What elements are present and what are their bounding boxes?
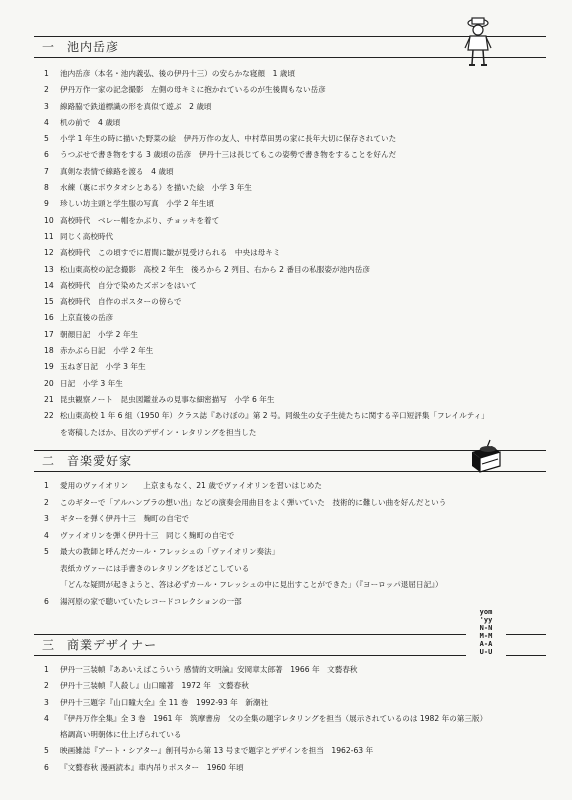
item-text: 『文藝春秋 漫画読本』車内吊りポスター 1960 年頃	[60, 762, 244, 772]
item-number: 2	[44, 85, 49, 95]
item-text: 高校時代 自作のポスターの傍らで	[60, 297, 182, 307]
list-item	[44, 498, 550, 515]
item-number: 15	[44, 297, 54, 307]
item-text: 「どんな疑問が起きようと、答は必ずカール・フレッシュの中に見出すことができた」（『ヨーロッパ退屈日記』）	[60, 580, 443, 589]
list-item	[44, 150, 550, 166]
list-item	[44, 531, 550, 548]
item-text: このギターで「アルハンブラの想い出」などの演奏会用曲目をよく弾いていた 技術的に難しい曲を好んだという	[60, 497, 447, 507]
item-number: 5	[44, 746, 49, 756]
item-text: 松山東高校 1 年 6 組（1950 年）クラス誌『あけぼの』第 2 号。同級生の女子生徒たちに関する辛口短評集「フレイルティ」	[60, 411, 489, 421]
list-item	[44, 698, 550, 714]
item-text: 湯河原の家で聴いていたレコードコレクションの一部	[60, 596, 242, 606]
item-number: 6	[44, 596, 49, 606]
item-text: 昆虫観察ノート 昆虫図鑑並みの見事な細密描写 小学 6 年生	[60, 394, 275, 404]
section-1-number: 一	[42, 40, 56, 54]
item-text: 映画雑誌『アート・シアター』創刊号から第 13 号まで題字とデザインを担当 1962-63 年	[60, 746, 374, 756]
item-number: 13	[44, 264, 54, 274]
item-number: 3	[44, 514, 49, 523]
item-number: 7	[44, 166, 49, 176]
list-item	[44, 395, 550, 411]
item-text: 日記 小学 3 年生	[60, 378, 123, 388]
section-3-number: 三	[42, 638, 56, 652]
list-item	[44, 763, 550, 779]
item-number: 1	[44, 665, 49, 674]
item-number: 9	[44, 199, 49, 209]
list-item	[44, 481, 550, 498]
item-number: 3	[44, 697, 49, 707]
list-item	[44, 746, 550, 762]
item-number: 1	[44, 481, 49, 490]
section-2-number: 二	[42, 454, 56, 468]
lettering-line: yom	[479, 608, 493, 616]
lettering-sample-icon	[466, 608, 506, 656]
list-item-continuation	[44, 730, 550, 746]
gramophone-icon	[468, 438, 502, 474]
item-number: 8	[44, 183, 49, 193]
item-text: 松山東高校の記念撮影 高校 2 年生 後ろから 2 列目、右から 2 番目の私服姿が池内岳彦	[60, 264, 370, 274]
item-text: うつぶせで書き物をする 3 歳頃の岳彦 伊丹十三は長じてもこの姿勢で書き物をすることを好んだ	[60, 150, 397, 160]
list-item	[44, 379, 550, 395]
item-text: を寄稿したほか、目次のデザイン・レタリングを担当した	[60, 427, 257, 437]
item-text: 朝顔日記 小学 2 年生	[60, 329, 139, 339]
section-3-list	[44, 665, 550, 779]
item-text: 最大の教師と呼んだカール・フレッシュの「ヴァイオリン奏法」	[60, 547, 280, 556]
list-item	[44, 514, 550, 531]
list-item	[44, 313, 550, 329]
lettering-line: N-N	[479, 624, 493, 632]
item-number: 19	[44, 362, 54, 372]
item-text: 伊丹万作一家の記念撮影 左側の母キミに抱かれているのが生後間もない岳彦	[60, 85, 326, 95]
section-1-title: 池内岳彦	[67, 40, 120, 54]
list-item	[44, 183, 550, 199]
item-text: 伊丹十三装幀『人殺し』山口瞳著 1972 年 文藝春秋	[60, 681, 249, 691]
list-item	[44, 281, 550, 297]
list-item	[44, 681, 550, 697]
section-2-title: 音楽愛好家	[67, 454, 133, 468]
list-item	[44, 346, 550, 362]
list-item	[44, 232, 550, 248]
item-text: 同じく高校時代	[60, 231, 114, 241]
item-text: 高校時代 この頃すでに眉間に皺が見受けられる 中央は母キミ	[60, 248, 281, 258]
item-number: 2	[44, 497, 49, 507]
item-number: 21	[44, 394, 54, 404]
list-item	[44, 118, 550, 134]
list-item	[44, 167, 550, 183]
lettering-line: M-M	[479, 632, 493, 640]
item-number: 4	[44, 713, 49, 723]
list-item	[44, 85, 550, 101]
list-item	[44, 248, 550, 264]
item-text: 玉ねぎ日記 小学 3 年生	[60, 362, 146, 372]
item-number: 5	[44, 134, 49, 144]
item-text: 伊丹一三装幀『ああいえばこういう 感情的文明論』安岡章太郎著 1966 年 文藝春秋	[60, 665, 358, 674]
item-number: 10	[44, 215, 54, 225]
lettering-line: A-A	[479, 640, 493, 648]
list-item	[44, 134, 550, 150]
item-text: 上京直後の岳彦	[60, 313, 114, 323]
item-text: 真剣な表情で線路を渡る 4 歳頃	[60, 166, 174, 176]
item-number: 4	[44, 530, 49, 540]
item-text: 伊丹十三題字『山口瞳大全』全 11 巻 1992-93 年 新潮社	[60, 697, 269, 707]
section-2-list	[44, 481, 550, 613]
list-item	[44, 216, 550, 232]
section-1-list	[44, 69, 550, 444]
item-text: 線路脇で鉄道標識の形を真似て遊ぶ 2 歳頃	[60, 101, 212, 111]
item-text: ヴァイオリンを弾く伊丹十三 同じく麹町の自宅で	[60, 530, 235, 540]
item-text: 高校時代 ベレー帽をかぶり、チョッキを着て	[60, 215, 220, 225]
item-number: 14	[44, 280, 54, 290]
item-number: 22	[44, 411, 54, 421]
item-text: 高校時代 自分で染めたズボンをはいて	[60, 280, 197, 290]
list-item	[44, 199, 550, 215]
list-item-continuation	[44, 580, 550, 597]
item-text: 池内岳彦（本名・池内義弘、後の伊丹十三）の安らかな寝顔 1 歳頃	[60, 69, 296, 78]
item-number: 1	[44, 69, 49, 78]
item-number: 4	[44, 117, 49, 127]
list-item	[44, 411, 550, 427]
list-item	[44, 714, 550, 730]
list-item-continuation	[44, 564, 550, 581]
item-text: 小学 1 年生の時に描いた野菜の絵 伊丹万作の友人、中村草田男の家に長年大切に保存されていた	[60, 134, 397, 144]
item-number: 6	[44, 150, 49, 160]
item-number: 17	[44, 329, 54, 339]
list-item	[44, 297, 550, 313]
list-item	[44, 362, 550, 378]
item-text: 水練（裏にボウタオシとある）を描いた絵 小学 3 年生	[60, 183, 252, 193]
boy-figure-icon	[458, 14, 498, 68]
item-text: 珍しい坊主頭と学生服の写真 小学 2 年生頃	[60, 199, 214, 209]
list-item	[44, 665, 550, 681]
item-number: 6	[44, 762, 49, 772]
item-text: 机の前で 4 歳頃	[60, 117, 121, 127]
item-text: 愛用のヴァイオリン 上京まもなく、21 歳でヴァイオリンを習いはじめた	[60, 481, 322, 490]
item-text: 格調高い明朝体に仕上げられている	[60, 730, 182, 740]
lettering-line: U-U	[479, 648, 493, 656]
list-item	[44, 330, 550, 346]
item-text: 『伊丹万作全集』全 3 巻 1961 年 筑摩書房 父の全集の題字レタリングを担当（展示されているのは 1982 年の第三版）	[60, 713, 488, 723]
item-number: 20	[44, 378, 54, 388]
list-item	[44, 102, 550, 118]
list-item	[44, 547, 550, 564]
item-text: ギターを弾く伊丹十三 麹町の自宅で	[60, 514, 190, 523]
list-item	[44, 69, 550, 85]
item-number: 11	[44, 231, 54, 241]
section-3-title: 商業デザイナー	[67, 638, 158, 652]
list-item	[44, 265, 550, 281]
item-number: 5	[44, 547, 49, 556]
item-number: 3	[44, 101, 49, 111]
item-number: 2	[44, 681, 49, 691]
item-number: 16	[44, 313, 54, 323]
item-text: 赤かぶら日記 小学 2 年生	[60, 346, 154, 356]
lettering-line: 'yy	[479, 616, 493, 624]
item-text: 表紙カヴァーには手書きのレタリングをほどこしている	[60, 563, 250, 573]
item-number: 12	[44, 248, 54, 258]
item-number: 18	[44, 346, 54, 356]
